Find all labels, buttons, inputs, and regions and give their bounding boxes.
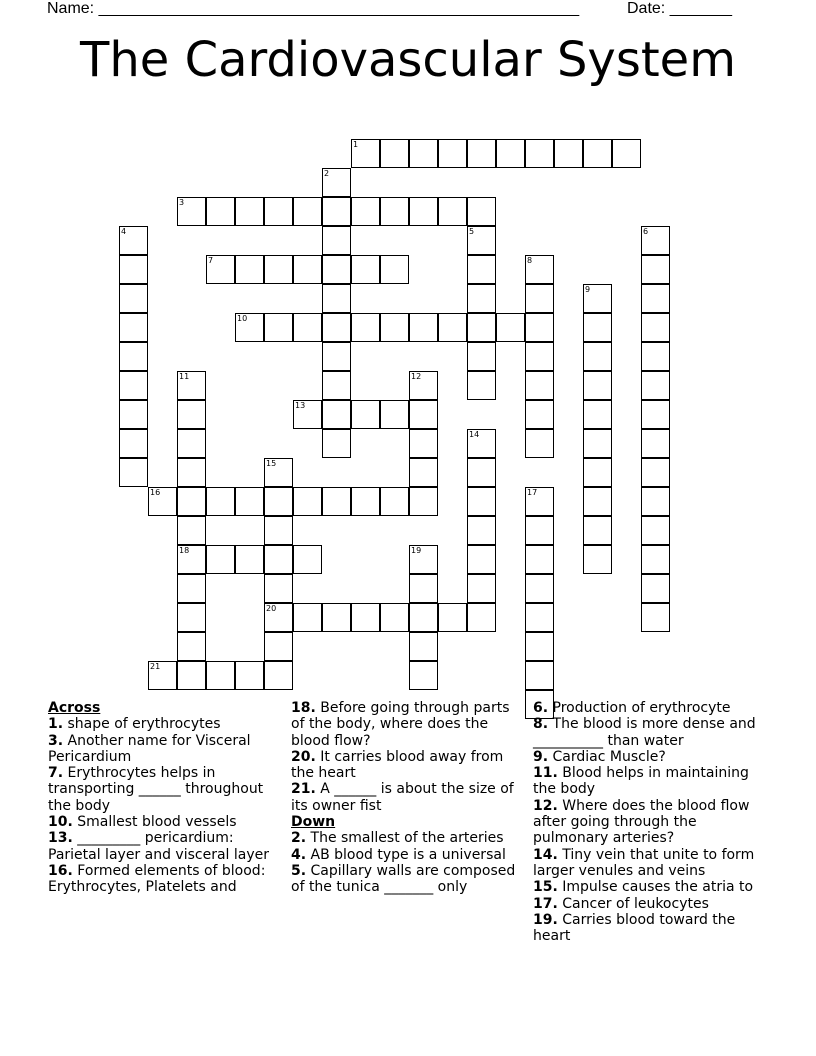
- grid-cell[interactable]: [467, 255, 496, 284]
- grid-cell[interactable]: [409, 197, 438, 226]
- grid-cell[interactable]: [525, 284, 554, 313]
- grid-cell[interactable]: [235, 487, 264, 516]
- grid-cell[interactable]: [525, 545, 554, 574]
- grid-cell[interactable]: [119, 313, 148, 342]
- clue-number: 2: [324, 169, 330, 178]
- name-blank[interactable]: ______________________________________________________: [98, 0, 580, 17]
- grid-cell[interactable]: [583, 487, 612, 516]
- grid-cell[interactable]: [409, 487, 438, 516]
- grid-cell[interactable]: [467, 545, 496, 574]
- clue-number: 15: [266, 459, 277, 468]
- down-clue: 17. Cancer of leukocytes: [533, 895, 709, 912]
- clue-number: 14: [469, 430, 480, 439]
- grid-cell[interactable]: [525, 342, 554, 371]
- clue-number: 9: [585, 285, 591, 294]
- grid-cell[interactable]: [148, 661, 177, 690]
- down-clue: 12. Where does the blood flow after going through the pulmonary arteries?: [533, 797, 750, 847]
- grid-cell[interactable]: [177, 545, 206, 574]
- grid-cell[interactable]: [641, 603, 670, 632]
- grid-cell[interactable]: [264, 661, 293, 690]
- grid-cell[interactable]: [322, 313, 351, 342]
- grid-cell[interactable]: [438, 139, 467, 168]
- grid-cell[interactable]: [583, 371, 612, 400]
- grid-cell[interactable]: [119, 342, 148, 371]
- across-clue: 13. _________ pericardium: Parietal layer and visceral layer: [48, 830, 269, 863]
- grid-cell[interactable]: [351, 313, 380, 342]
- clue-number: 6: [643, 227, 649, 236]
- across-clue: 18. Before going through parts of the body, where does the blood flow?: [291, 700, 510, 749]
- grid-cell[interactable]: [641, 284, 670, 313]
- down-heading: Down: [291, 814, 336, 831]
- clue-number: 3: [179, 198, 185, 207]
- grid-cell[interactable]: [467, 371, 496, 400]
- grid-cell[interactable]: [322, 226, 351, 255]
- grid-cell[interactable]: [119, 255, 148, 284]
- grid-cell[interactable]: [525, 139, 554, 168]
- grid-cell[interactable]: [467, 226, 496, 255]
- grid-cell[interactable]: [322, 371, 351, 400]
- grid-cell[interactable]: [322, 400, 351, 429]
- grid-cell[interactable]: [583, 400, 612, 429]
- grid-cell[interactable]: [264, 255, 293, 284]
- clue-number: 18: [179, 546, 190, 555]
- grid-cell[interactable]: [525, 487, 554, 516]
- date-label: Date:: [627, 0, 666, 17]
- grid-cell[interactable]: [467, 429, 496, 458]
- grid-cell[interactable]: [409, 661, 438, 690]
- grid-cell[interactable]: [525, 400, 554, 429]
- grid-cell[interactable]: [467, 603, 496, 632]
- grid-cell[interactable]: [641, 313, 670, 342]
- grid-cell[interactable]: [583, 313, 612, 342]
- grid-cell[interactable]: [177, 371, 206, 400]
- down-clue: 9. Cardiac Muscle?: [533, 748, 666, 765]
- clue-number: 21: [150, 662, 161, 671]
- grid-cell[interactable]: [235, 545, 264, 574]
- grid-cell[interactable]: [438, 197, 467, 226]
- grid-cell[interactable]: [554, 139, 583, 168]
- grid-cell[interactable]: [177, 458, 206, 487]
- grid-cell[interactable]: [467, 516, 496, 545]
- grid-cell[interactable]: [148, 487, 177, 516]
- grid-cell[interactable]: [641, 400, 670, 429]
- grid-cell[interactable]: [583, 458, 612, 487]
- grid-cell[interactable]: [293, 487, 322, 516]
- clues-column-1: [48, 700, 284, 896]
- grid-cell[interactable]: [409, 545, 438, 574]
- grid-cell[interactable]: [583, 545, 612, 574]
- down-clue: 15. Impulse causes the atria to: [533, 879, 754, 896]
- grid-cell[interactable]: [264, 197, 293, 226]
- grid-cell[interactable]: [438, 603, 467, 632]
- grid-cell[interactable]: [293, 400, 322, 429]
- grid-cell[interactable]: [235, 255, 264, 284]
- clues-column-3: [533, 700, 769, 944]
- grid-cell[interactable]: [322, 197, 351, 226]
- grid-cell[interactable]: [525, 371, 554, 400]
- name-label: Name:: [47, 0, 95, 17]
- grid-cell[interactable]: [264, 632, 293, 661]
- grid-cell[interactable]: [409, 313, 438, 342]
- grid-cell[interactable]: [119, 226, 148, 255]
- grid-cell[interactable]: [641, 574, 670, 603]
- grid-cell[interactable]: [264, 487, 293, 516]
- down-clue: 5. Capillary walls are composed of the tunica _______ only: [291, 862, 516, 896]
- grid-cell[interactable]: [583, 139, 612, 168]
- grid-cell[interactable]: [235, 313, 264, 342]
- clue-number: 19: [411, 546, 422, 555]
- grid-cell[interactable]: [467, 574, 496, 603]
- grid-cell[interactable]: [467, 458, 496, 487]
- down-clue: 2. The smallest of the arteries: [291, 830, 504, 847]
- grid-cell[interactable]: [351, 487, 380, 516]
- clue-number: 4: [121, 227, 127, 236]
- grid-cell[interactable]: [177, 632, 206, 661]
- grid-cell[interactable]: [177, 487, 206, 516]
- grid-cell[interactable]: [409, 632, 438, 661]
- grid-cell[interactable]: [322, 487, 351, 516]
- grid-cell[interactable]: [206, 255, 235, 284]
- grid-cell[interactable]: [467, 284, 496, 313]
- grid-cell[interactable]: [264, 545, 293, 574]
- clue-number: 17: [527, 488, 538, 497]
- grid-cell[interactable]: [467, 342, 496, 371]
- down-clue: 11. Blood helps in maintaining the body: [533, 765, 749, 798]
- grid-cell[interactable]: [177, 516, 206, 545]
- date-blank[interactable]: _______: [669, 0, 732, 17]
- grid-cell[interactable]: [264, 458, 293, 487]
- grid-cell[interactable]: [380, 255, 409, 284]
- grid-cell[interactable]: [293, 313, 322, 342]
- grid-cell[interactable]: [322, 284, 351, 313]
- clue-number: 5: [469, 227, 475, 236]
- grid-cell[interactable]: [177, 197, 206, 226]
- grid-cell[interactable]: [177, 574, 206, 603]
- grid-cell[interactable]: [409, 400, 438, 429]
- clue-number: 20: [266, 604, 277, 613]
- grid-cell[interactable]: [467, 197, 496, 226]
- grid-cell[interactable]: [322, 168, 351, 197]
- grid-cell[interactable]: [293, 603, 322, 632]
- grid-cell[interactable]: [322, 255, 351, 284]
- grid-cell[interactable]: [177, 400, 206, 429]
- grid-cell[interactable]: [380, 603, 409, 632]
- grid-cell[interactable]: [293, 197, 322, 226]
- grid-cell[interactable]: [206, 487, 235, 516]
- grid-cell[interactable]: [177, 661, 206, 690]
- grid-cell[interactable]: [641, 226, 670, 255]
- grid-cell[interactable]: [409, 139, 438, 168]
- clues-column-2: [291, 700, 521, 896]
- grid-cell[interactable]: [525, 255, 554, 284]
- grid-cell[interactable]: [177, 603, 206, 632]
- grid-cell[interactable]: [467, 487, 496, 516]
- grid-cell[interactable]: [380, 197, 409, 226]
- across-clue: 1. shape of erythrocytes: [48, 716, 221, 733]
- clue-number: 8: [527, 256, 533, 265]
- clue-number: 7: [208, 256, 214, 265]
- down-clue: 19. Carries blood toward the heart: [533, 911, 736, 945]
- grid-cell[interactable]: [264, 313, 293, 342]
- grid-cell[interactable]: [119, 284, 148, 313]
- grid-cell[interactable]: [322, 429, 351, 458]
- grid-cell[interactable]: [264, 574, 293, 603]
- across-clue: 10. Smallest blood vessels: [48, 814, 237, 831]
- grid-cell[interactable]: [206, 545, 235, 574]
- grid-cell[interactable]: [525, 574, 554, 603]
- grid-cell[interactable]: [525, 632, 554, 661]
- grid-cell[interactable]: [525, 661, 554, 690]
- grid-cell[interactable]: [206, 197, 235, 226]
- grid-cell[interactable]: [583, 516, 612, 545]
- grid-cell[interactable]: [641, 545, 670, 574]
- grid-cell[interactable]: [438, 313, 467, 342]
- clue-number: 11: [179, 372, 190, 381]
- grid-cell[interactable]: [496, 139, 525, 168]
- grid-cell[interactable]: [525, 516, 554, 545]
- grid-cell[interactable]: [409, 603, 438, 632]
- grid-cell[interactable]: [380, 400, 409, 429]
- across-clue: 20. It carries blood away from the heart: [291, 748, 504, 782]
- grid-cell[interactable]: [293, 255, 322, 284]
- clue-number: 13: [295, 401, 306, 410]
- grid-cell[interactable]: [525, 313, 554, 342]
- clue-number: 12: [411, 372, 422, 381]
- grid-cell[interactable]: [264, 516, 293, 545]
- grid-cell[interactable]: [119, 371, 148, 400]
- grid-cell[interactable]: [235, 197, 264, 226]
- down-clue: 6. Production of erythrocyte: [533, 700, 731, 716]
- grid-cell[interactable]: [380, 139, 409, 168]
- grid-cell[interactable]: [641, 429, 670, 458]
- grid-cell[interactable]: [119, 400, 148, 429]
- grid-cell[interactable]: [641, 255, 670, 284]
- down-clue: 4. AB blood type is a universal: [291, 846, 506, 863]
- across-clue: 3. Another name for Visceral Pericardium: [48, 732, 251, 765]
- grid-cell[interactable]: [409, 458, 438, 487]
- down-clue: 8. The blood is more dense and __________ than water: [533, 716, 756, 749]
- grid-cell[interactable]: [293, 545, 322, 574]
- grid-cell[interactable]: [409, 574, 438, 603]
- grid-cell[interactable]: [583, 429, 612, 458]
- grid-cell[interactable]: [641, 487, 670, 516]
- grid-cell[interactable]: [467, 139, 496, 168]
- grid-cell[interactable]: [583, 284, 612, 313]
- grid-cell[interactable]: [206, 661, 235, 690]
- grid-cell[interactable]: [322, 603, 351, 632]
- grid-cell[interactable]: [264, 603, 293, 632]
- grid-cell[interactable]: [641, 342, 670, 371]
- across-clue: 16. Formed elements of blood: Erythrocytes, Platelets and: [48, 862, 266, 896]
- grid-cell[interactable]: [496, 313, 525, 342]
- grid-cell[interactable]: [351, 400, 380, 429]
- across-clue: 21. A ______ is about the size of its owner fist: [291, 781, 514, 814]
- across-heading: Across: [48, 700, 101, 716]
- grid-cell[interactable]: [119, 458, 148, 487]
- clue-number: 16: [150, 488, 161, 497]
- grid-cell[interactable]: [583, 342, 612, 371]
- clue-number: 10: [237, 314, 248, 323]
- grid-cell[interactable]: [467, 313, 496, 342]
- grid-cell[interactable]: [235, 661, 264, 690]
- grid-cell[interactable]: [322, 342, 351, 371]
- grid-cell[interactable]: [525, 429, 554, 458]
- grid-cell[interactable]: [177, 429, 206, 458]
- grid-cell[interactable]: [351, 255, 380, 284]
- grid-cell[interactable]: [119, 429, 148, 458]
- down-clue: 14. Tiny vein that unite to form larger venules and veins: [533, 846, 755, 879]
- grid-cell[interactable]: [351, 139, 380, 168]
- across-clue: 7. Erythrocytes helps in transporting ______ throughout the body: [48, 765, 264, 814]
- grid-cell[interactable]: [409, 429, 438, 458]
- grid-cell[interactable]: [612, 139, 641, 168]
- grid-cell[interactable]: [525, 603, 554, 632]
- grid-cell[interactable]: [380, 487, 409, 516]
- grid-cell[interactable]: [641, 516, 670, 545]
- grid-cell[interactable]: [351, 603, 380, 632]
- clue-number: 1: [353, 140, 359, 149]
- grid-cell[interactable]: [409, 371, 438, 400]
- grid-cell[interactable]: [641, 458, 670, 487]
- grid-cell[interactable]: [641, 371, 670, 400]
- grid-cell[interactable]: [351, 197, 380, 226]
- grid-cell[interactable]: [380, 313, 409, 342]
- page-title: The Cardiovascular System: [80, 32, 736, 88]
